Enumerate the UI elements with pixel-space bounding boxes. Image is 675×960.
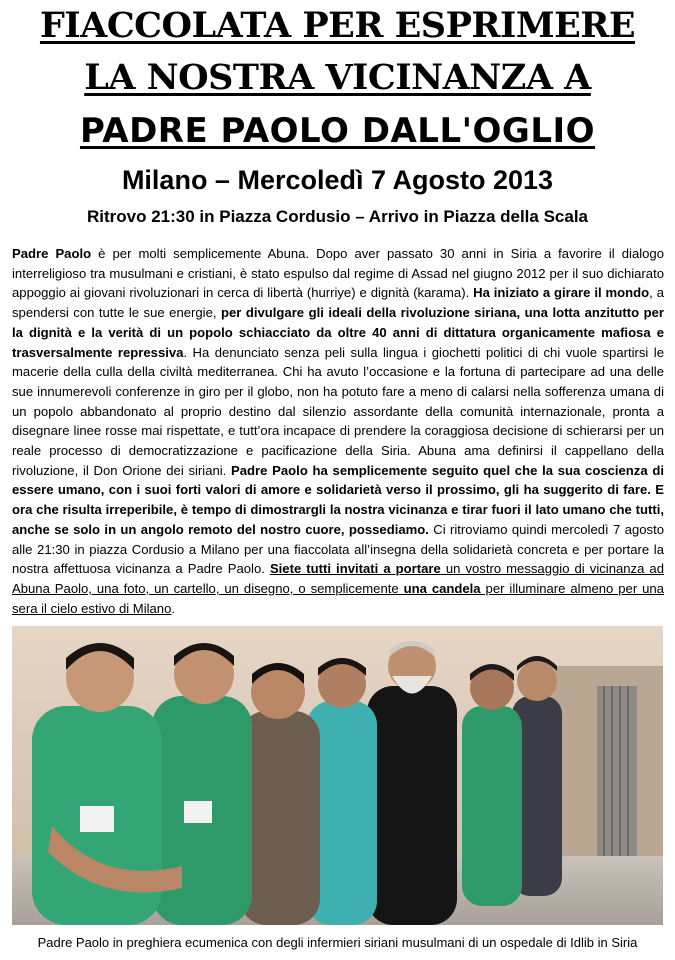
title-line-2: LA NOSTRA VICINANZA A [84, 57, 591, 98]
prayer-photo [12, 626, 663, 925]
body-s1-bold: Padre Paolo [12, 246, 92, 261]
body-s5-underlined: un vostro messaggio di vicinanza ad Abuna Paolo, una foto, un cartello, un disegno, o semplicemente [12, 561, 664, 596]
body-s4-bold: Padre Paolo ha semplicemente seguito quel che la sua coscienza di essere umano, con i suoi forti valori di amore e solidarietà verso il prossimo, gli ha suggerito di fare. E ora che risulta irreperibile, è tempo di dimostrargli la nostra vicinanza e tirar fuori il lato umano che tutti, anche se solo in un angolo remoto del nostro cuore, possediamo. [12, 462, 664, 537]
photo-caption: Padre Paolo in preghiera ecumenica con degli infermieri siriani musulmani di un ospedale di Idlib in Siria [37, 935, 638, 950]
title-line-1: FIACCOLATA PER ESPRIMERE [39, 5, 636, 46]
body-s5-bold-underlined: Siete tutti invitati a portare [269, 561, 441, 577]
body-s6-end: . [171, 600, 176, 616]
body-s6-underlined: per illuminare almeno per una sera il cielo estivo di Milano [12, 580, 664, 616]
body-s1: è per molti semplicemente Abuna. Dopo aver passato 30 anni in Siria a favorire il dialogo interreligioso tra musulmani e cristiani, è stato espulso dal regime di Assad nel giugno 2012 per il suo dichiarato appoggio ai giovani rivoluzionari in cerca di libertà (hurriye) e dignità (karama). [12, 246, 664, 301]
title-line-3: PADRE PAOLO DALL'OGLIO [79, 111, 596, 151]
event-date-subtitle: Milano – Mercoledì 7 Agosto 2013 [121, 165, 554, 195]
body-s3: . Ha denunciato senza peli sulla lingua i giochetti politici di chi vuole spartirsi le macerie della culla della civiltà mediterranea. Chi ha avuto l’occasione e la fortuna di partecipare ad una delle sue innumerevoli conferenze in giro per il globo, non ha potuto fare a meno di calarsi nella sofferenza umana di un popolo abbandonato al proprio destino dal silenzio assordante della comunità internazionale, pronta a disegnare linee rosse mai rispettate, e tutt’ora incapace di prendere la coraggiosa decisione di schierarsi per un reale processo di democratizzazione e pacificazione della Siria. Abuna ama definirsi il cappellano della rivoluzione, il Don Orione dei siriani. [12, 344, 664, 478]
prayer-photo-illustration [12, 626, 663, 925]
body-s2-bold: Ha iniziato a girare il mondo [473, 285, 650, 301]
meeting-point: Ritrovo 21:30 in Piazza Cordusio – Arrivo in Piazza della Scala [86, 207, 589, 226]
body-s2: , a spendersi con tutte le sue energie, [12, 285, 664, 321]
body-paragraph [12, 244, 664, 618]
body-s6-bold-underlined: una candela [403, 580, 481, 596]
body-s4: Ci ritroviamo quindi mercoledì 7 agosto alle 21:30 in piazza Cordusio a Milano per una fiaccolata all’insegna della solidarietà concreta e per portare la nostra affettuosa vicinanza a Padre Paolo. [12, 521, 665, 577]
body-s3-bold: per divulgare gli ideali della rivoluzione siriana, una lotta anzitutto per la dignità e la verità di un popolo schiacciato da oltre 40 anni di dittatura organicamente mafiosa e trasversalmente repressiva [12, 305, 664, 360]
